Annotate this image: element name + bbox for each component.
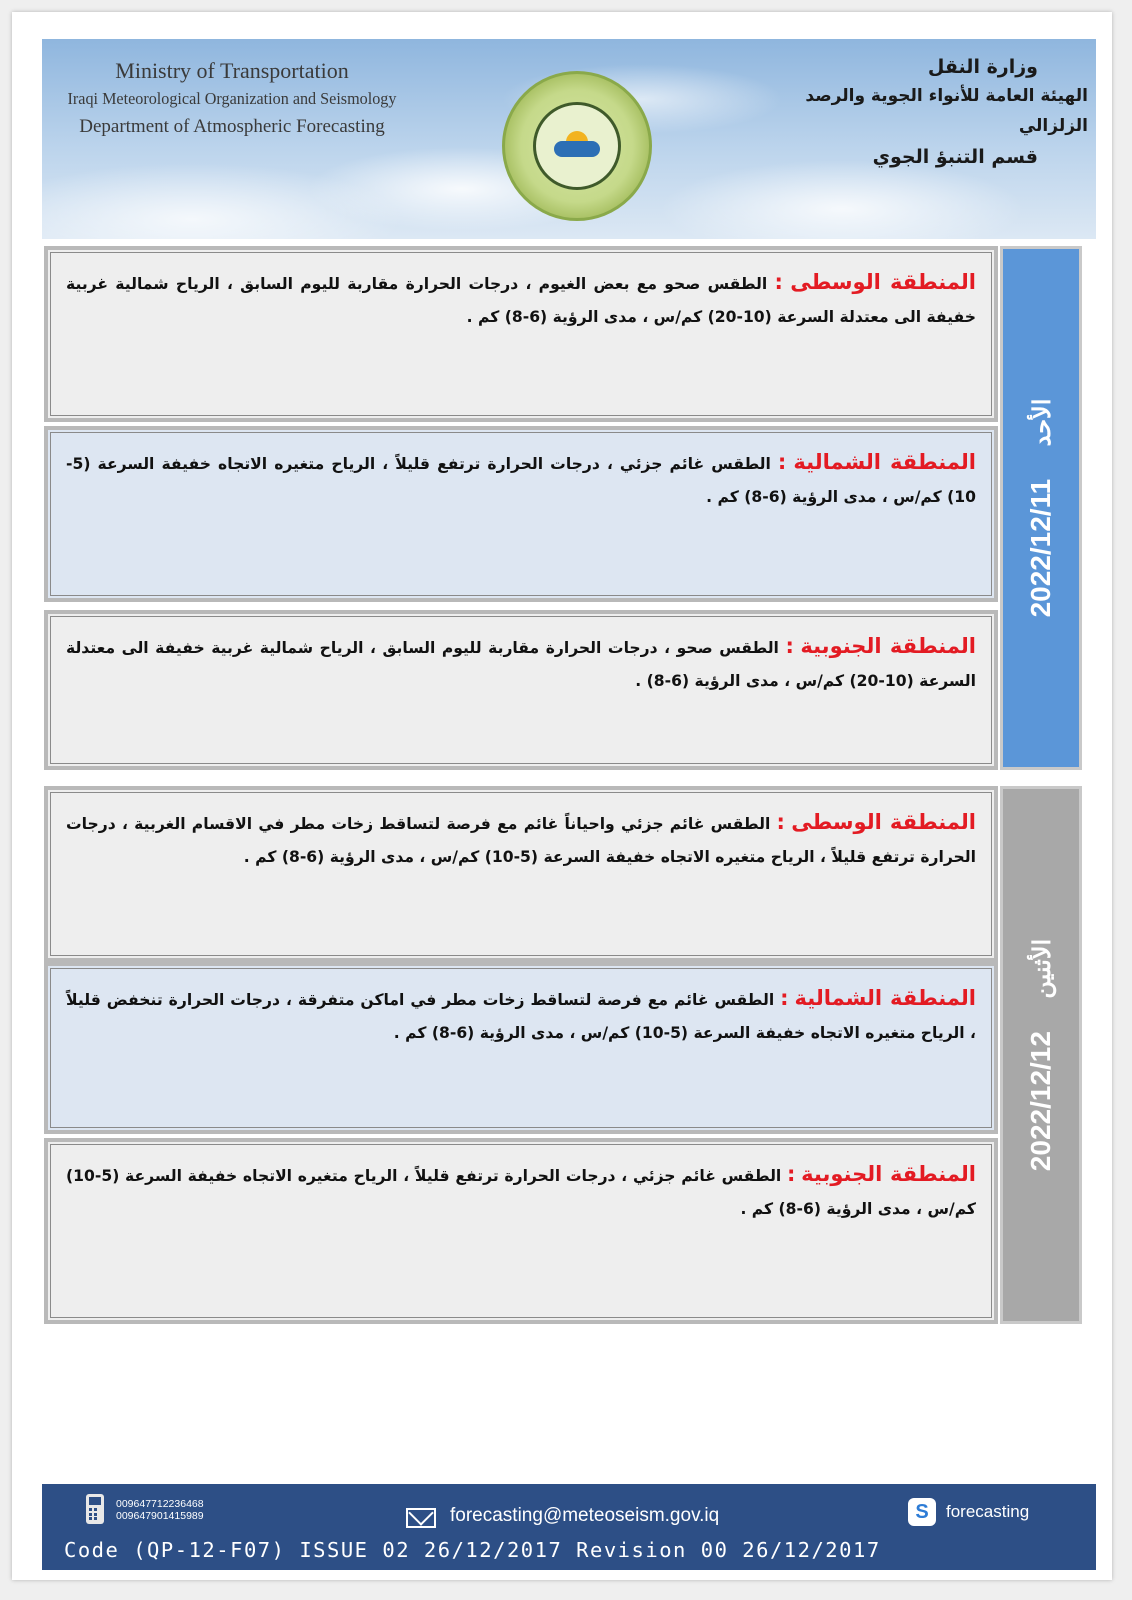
header-banner bbox=[42, 39, 1096, 239]
organization-name-en: Iraqi Meteorological Organization and Seismology bbox=[67, 89, 397, 108]
ministry-name-en: Ministry of Transportation bbox=[115, 58, 349, 83]
region-name: المنطقة الجنوبية bbox=[800, 634, 976, 658]
arabic-header bbox=[758, 53, 1088, 173]
forecast-text: الطقس غائم جزئي ، درجات الحرارة ترتفع قليلاً ، الرياح متغيره الاتجاه خفيفة السرعة (5-10) كم/س ، مدى الرؤية (6-8) كم . bbox=[66, 455, 976, 506]
day1-date: 2022/12/11 bbox=[1025, 478, 1056, 618]
skype-icon: S bbox=[908, 1498, 936, 1526]
day2-date: 2022/12/12 bbox=[1025, 1031, 1056, 1172]
phone-number-1: 009647712236468 bbox=[116, 1498, 204, 1510]
day1-weekday: الأحد bbox=[1029, 398, 1056, 447]
forecast-day1-north: المنطقة الشمالية : الطقس غائم جزئي ، درجات الحرارة ترتفع قليلاً ، الرياح متغيره الاتجاه خفيفة السرعة (5-10) كم/س ، مدى الرؤية (6-8) كم . bbox=[44, 426, 998, 602]
day1-date-bar bbox=[1000, 246, 1082, 770]
forecast-text: الطقس غائم جزئي ، درجات الحرارة ترتفع قليلاً ، الرياح متغيره الاتجاه خفيفة السرعة (5-10) كم/س ، مدى الرؤية (6-8) كم . bbox=[66, 1167, 976, 1218]
region-name: المنطقة الشمالية bbox=[793, 450, 976, 474]
phone-number-2: 009647901415989 bbox=[116, 1510, 204, 1522]
ministry-name-ar: وزارة النقل bbox=[927, 56, 1038, 78]
organization-name-ar: الهيئة العامة للأنواء الجوية والرصد الزلزالي bbox=[805, 86, 1088, 136]
region-name: المنطقة الوسطى bbox=[791, 810, 976, 834]
region-name: المنطقة الجنوبية bbox=[801, 1162, 976, 1186]
region-name: المنطقة الوسطى bbox=[790, 270, 976, 294]
forecast-day2-central: المنطقة الوسطى : الطقس غائم جزئي واحياناً غائم مع فرصة لتساقط زخات مطر في الاقسام الغربية ، درجات الحرارة ترتفع قليلاً ، الرياح متغيره الاتجاه خفيفة السرعة (5-10) كم/س ، مدى الرؤية (6-8) كم . bbox=[44, 786, 998, 962]
forecast-text: الطقس صحو مع بعض الغيوم ، درجات الحرارة مقاربة لليوم السابق ، الرياح شمالية غربية خفيفة الى معتدلة السرعة (10-20) كم/س ، مدى الرؤية (6-8) كم . bbox=[66, 275, 976, 326]
department-name-ar: قسم التنبؤ الجوي bbox=[872, 146, 1038, 168]
bulletin-page bbox=[12, 12, 1112, 1580]
region-name: المنطقة الشمالية bbox=[794, 986, 977, 1010]
phone-icon bbox=[86, 1494, 104, 1524]
mail-icon bbox=[406, 1508, 436, 1528]
forecast-text: الطقس صحو ، درجات الحرارة مقاربة لليوم السابق ، الرياح شمالية غربية خفيفة الى معتدلة السرعة (10-20) كم/س ، مدى الرؤية (6-8) . bbox=[66, 639, 976, 690]
department-name-en: Department of Atmospheric Forecasting bbox=[79, 116, 385, 137]
forecast-day2-south: المنطقة الجنوبية : الطقس غائم جزئي ، درجات الحرارة ترتفع قليلاً ، الرياح متغيره الاتجاه خفيفة السرعة (5-10) كم/س ، مدى الرؤية (6-8) كم . bbox=[44, 1138, 998, 1324]
forecast-day1-central: المنطقة الوسطى : الطقس صحو مع بعض الغيوم ، درجات الحرارة مقاربة لليوم السابق ، الرياح شمالية غربية خفيفة الى معتدلة السرعة (10-20) كم/س ، مدى الرؤية (6-8) كم . bbox=[44, 246, 998, 422]
logo-emblem-icon bbox=[533, 102, 621, 190]
day2-date-bar bbox=[1000, 786, 1082, 1324]
forecast-text: الطقس غائم جزئي واحياناً غائم مع فرصة لتساقط زخات مطر في الاقسام الغربية ، درجات الحرارة ترتفع قليلاً ، الرياح متغيره الاتجاه خفيفة السرعة (5-10) كم/س ، مدى الرؤية (6-8) كم . bbox=[66, 815, 976, 866]
skype-handle[interactable]: forecasting bbox=[946, 1502, 1030, 1521]
forecast-day1-south: المنطقة الجنوبية : الطقس صحو ، درجات الحرارة مقاربة لليوم السابق ، الرياح شمالية غربية خفيفة الى معتدلة السرعة (10-20) كم/س ، مدى الرؤية (6-8) . bbox=[44, 610, 998, 770]
organization-logo bbox=[502, 71, 652, 221]
contact-footer bbox=[42, 1484, 1096, 1570]
forecast-day2-north: المنطقة الشمالية : الطقس غائم مع فرصة لتساقط زخات مطر في اماكن متفرقة ، درجات الحرارة تنخفض قليلاً ، الرياح متغيره الاتجاه خفيفة السرعة (5-10) كم/س ، مدى الرؤية (6-8) كم . bbox=[44, 962, 998, 1134]
document-code: Code (QP-12-F07) ISSUE 02 26/12/2017 Revision 00 26/12/2017 bbox=[64, 1538, 881, 1562]
phone-numbers bbox=[116, 1498, 204, 1522]
english-header bbox=[42, 57, 422, 141]
email-address[interactable]: forecasting@meteoseism.gov.iq bbox=[450, 1505, 720, 1526]
forecast-text: الطقس غائم مع فرصة لتساقط زخات مطر في اماكن متفرقة ، درجات الحرارة تنخفض قليلاً ، الرياح متغيره الاتجاه خفيفة السرعة (5-10) كم/س ، مدى الرؤية (6-8) كم . bbox=[66, 991, 976, 1042]
day2-weekday: الأثنين bbox=[1029, 938, 1056, 999]
